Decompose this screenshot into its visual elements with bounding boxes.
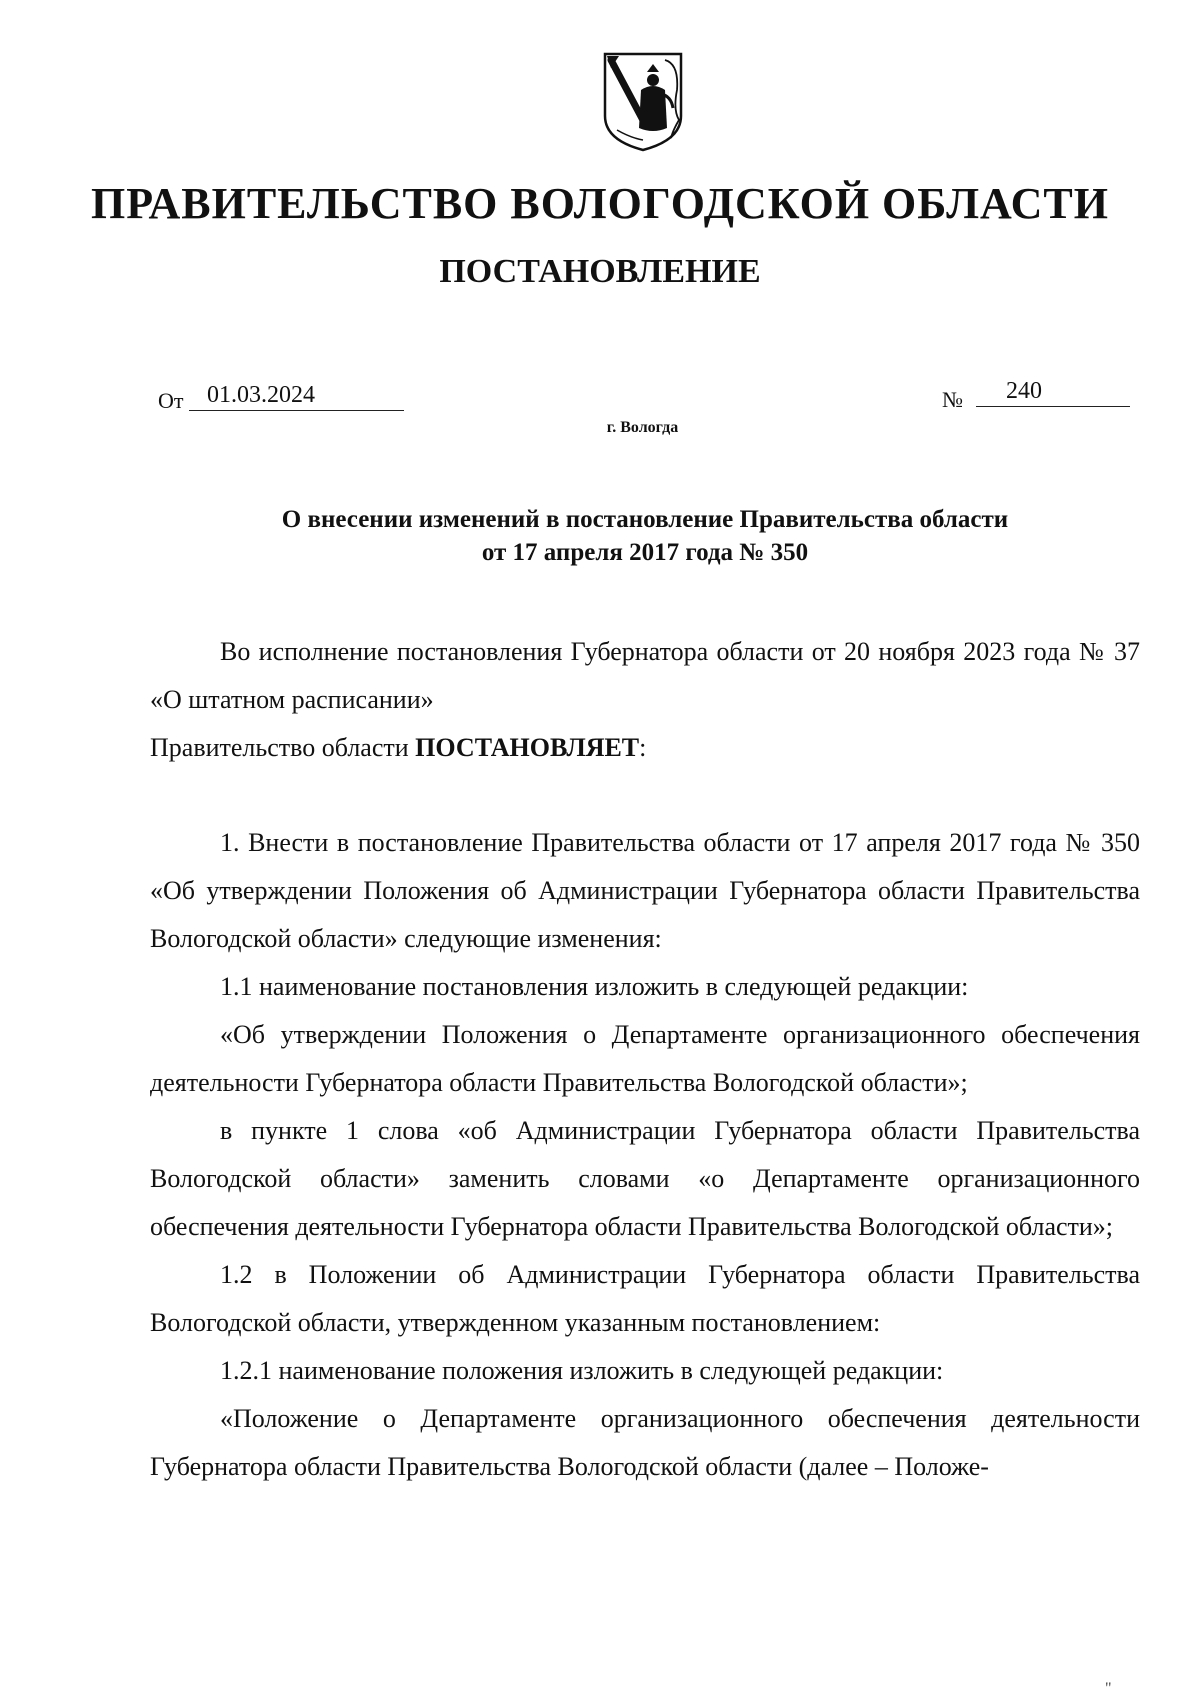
page-continuation-mark: " xyxy=(1105,1680,1112,1697)
clause-1-2-1: 1.2.1 наименование положения изложить в следующей редакции: xyxy=(220,1356,944,1385)
organization-title: ПРАВИТЕЛЬСТВО ВОЛОГОДСКОЙ ОБЛАСТИ xyxy=(91,179,1109,228)
resolves-word: ПОСТАНОВЛЯЕТ xyxy=(415,733,640,762)
clause-1-2: 1.2 в Положении об Администрации Губернатора области Правительства Вологодской области, утвержденном указанным постановлением: xyxy=(150,1260,1140,1337)
subject-line-2: от 17 апреля 2017 года № 350 xyxy=(481,539,809,566)
resolves-paragraph xyxy=(150,724,1140,772)
clause-1-1-point: в пункте 1 слова «об Администрации Губернатора области Правительства Вологодской области» заменить словами «о Департаменте организационного обеспечения деятельности Губернатора области Правительства Вологодской области»; xyxy=(150,1116,1140,1241)
subject-line-1: О внесении изменений в постановление Правительства области xyxy=(281,506,1009,533)
paragraph-gap xyxy=(150,772,1140,819)
intro-paragraph: Во исполнение постановления Губернатора области от 20 ноября 2023 года № 37 «О штатном расписании» xyxy=(150,637,1140,714)
clause-1-1: 1.1 наименование постановления изложить в следующей редакции: xyxy=(220,972,969,1001)
coat-of-arms-emblem xyxy=(601,50,685,154)
date-prefix: От xyxy=(158,388,184,413)
document-date: 01.03.2024 xyxy=(189,382,404,411)
document-number: 240 xyxy=(976,378,1130,407)
document-body xyxy=(150,628,1140,1491)
clause-1-1-quote: «Об утверждении Положения о Департаменте организационного обеспечения деятельности Губернатора области Правительства Вологодской области»; xyxy=(150,1020,1140,1097)
document-type-title: ПОСТАНОВЛЕНИЕ xyxy=(439,253,761,290)
number-sign: № xyxy=(942,387,963,412)
resolves-prefix: Правительство области xyxy=(150,733,416,762)
document-subject xyxy=(150,503,1140,569)
clause-1: 1. Внести в постановление Правительства области от 17 апреля 2017 года № 350 «Об утверждении Положения об Администрации Губернатора области Правительства Вологодской области» следующие изменения: xyxy=(150,828,1140,953)
resolves-suffix: : xyxy=(639,733,647,762)
clause-1-2-1-quote: «Положение о Департаменте организационного обеспечения деятельности Губернатора области Правительства Вологодской области (далее – Положе- xyxy=(150,1404,1140,1481)
city-label: г. Вологда xyxy=(606,419,679,436)
